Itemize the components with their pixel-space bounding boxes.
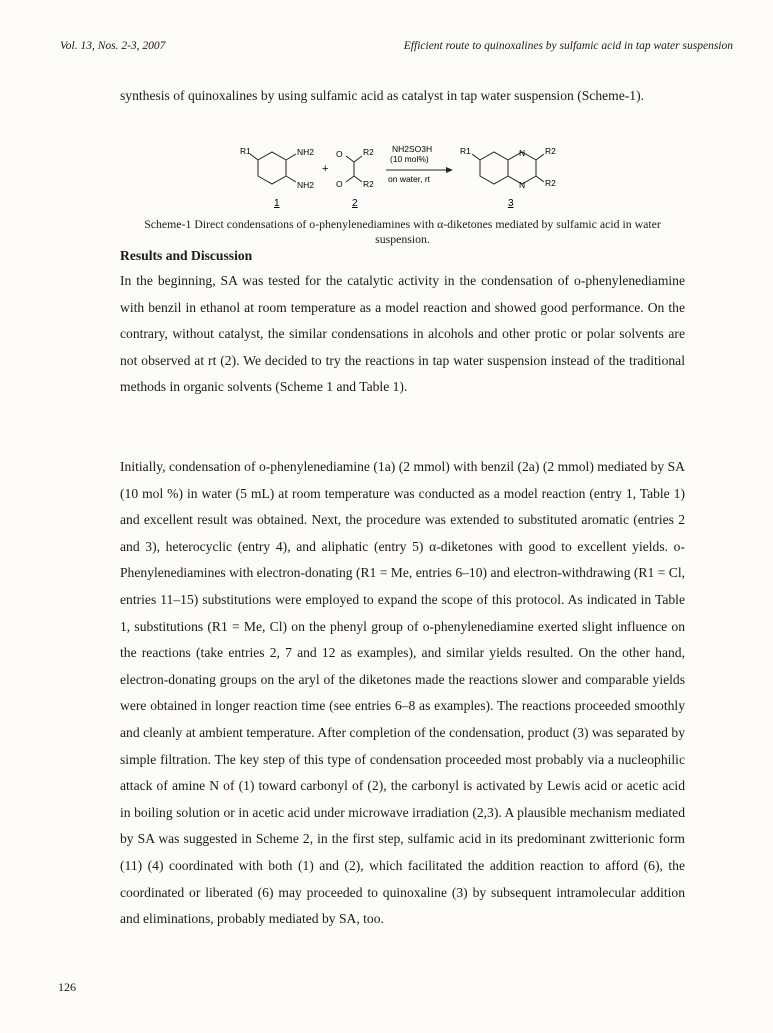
scheme-nh2-top: NH2	[297, 147, 315, 157]
scheme-r2-product-top: R2	[545, 146, 556, 156]
scheme-label-3: 3	[508, 198, 514, 209]
scheme-o-bottom: O	[336, 179, 343, 189]
scheme-r2-top: R2	[363, 147, 374, 157]
scheme-reagent: NH2SO3H	[392, 144, 433, 154]
scheme-o-top: O	[336, 149, 343, 159]
journal-volume: Vol. 13, Nos. 2-3, 2007	[60, 40, 166, 52]
section-heading: Results and Discussion	[120, 248, 253, 263]
paragraph-results-1: In the beginning, SA was tested for the catalytic activity in the condensation of o-phenylenediamine with benzil in ethanol at room temperature as a model reaction and showed good performance. On the contrary, without catalyst, the similar condensations in alcohols and other protic or polar solvents are not observed at rt (2). We decided to try the reactions in tap water suspension instead of the traditional methods in organic solvents (Scheme 1 and Table 1).	[120, 273, 685, 395]
scheme-conditions: on water, rt	[388, 174, 431, 184]
scheme-r1-right: R1	[460, 146, 471, 156]
scheme-caption: Scheme-1 Direct condensations of o-phenylenediamines with α-diketones mediated by sulfamic acid in water suspension.	[144, 217, 661, 246]
page-number: 126	[58, 980, 76, 994]
paragraph-results-2: Initially, condensation of o-phenylenediamine (1a) (2 mmol) with benzil (2a) (2 mmol) mediated by SA (10 mol %) in water (5 mL) at room temperature was conducted as a model reaction (entry 1, Table 1) and excellent result was obtained. Next, the procedure was extended to substituted aromatic (entries 2 and 3), heterocyclic (entry 4), and aliphatic (entry 5) α-diketones with good to excellent yields. o-Phenylenediamines with electron-donating (R1 = Me, entries 6–10) and electron-withdrawing (R1 = Cl, entries 11–15) substitutions were employed to expand the scope of this protocol. As indicated in Table 1, substitutions (R1 = Me, Cl) on the phenyl group of o-phenylenediamine exerted slight influence on the reactions (take entries 2, 7 and 12 as examples), and similar yields resulted. On the other hand, electron-donating groups on the aryl of the diketones made the reactions slower and comparable yields were obtained in longer reaction time (see entries 6–8 as examples). The reactions proceeded smoothly and cleanly at ambient temperature. After completion of the condensation, product (3) was separated by simple filtration. The key step of this type of condensation proceeded most probably via a nucleophilic attack of amine N of (1) toward carbonyl of (2), the carbonyl is activated by Lewis acid or acetic acid in boiling solution or in acetic acid under microwave irradiation (2,3). A plausible mechanism mediated by SA was suggested in Scheme 2, in the first step, sulfamic acid in its predominant zwitterionic form (11) (4) coordinated with both (1) and (2), which facilitated the addition reaction to afford (6), the coordinated or liberated (6) may proceeded to quinoxaline (3) by subsequent intramolecular addition and eliminations, probably mediated by SA, too.	[120, 459, 685, 927]
scheme-label-1: 1	[274, 198, 280, 209]
scheme-nh2-bottom: NH2	[297, 180, 315, 190]
paragraph-intro: synthesis of quinoxalines by using sulfamic acid as catalyst in tap water suspension (Scheme-1).	[120, 88, 645, 103]
reaction-scheme	[240, 140, 580, 210]
scheme-r2-product-bottom: R2	[545, 178, 556, 188]
scheme-n-bottom: N	[519, 180, 526, 190]
scheme-drawing	[240, 140, 580, 210]
scheme-plus: +	[322, 163, 329, 175]
scheme-label-2: 2	[352, 198, 358, 209]
scheme-r2-bottom: R2	[363, 179, 374, 189]
scheme-n-top: N	[519, 148, 526, 158]
scheme-r1-left: R1	[240, 146, 251, 156]
scheme-loading: (10 mol%)	[390, 154, 429, 164]
running-title: Efficient route to quinoxalines by sulfamic acid in tap water suspension	[403, 40, 733, 52]
